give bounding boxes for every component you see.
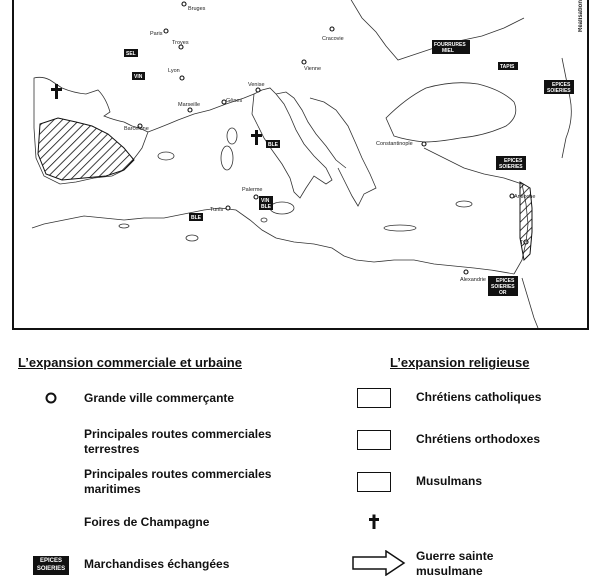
legend-land-routes-label: Principales routes commerciales terrestres <box>84 427 272 456</box>
map-credit: Réalisation <box>578 0 584 33</box>
hatched-area-iberia <box>38 118 134 180</box>
legend-muslim-label: Musulmans <box>416 474 483 488</box>
svg-text:BLE: BLE <box>268 142 278 148</box>
goods-tag-ble <box>266 140 280 148</box>
legend-sea-routes-label: Principales routes commerciales maritimes <box>84 467 272 496</box>
svg-text:FOURRURES: FOURRURES <box>434 42 466 48</box>
svg-text:OR: OR <box>499 290 507 296</box>
svg-text:EPICES: EPICES <box>552 82 571 88</box>
mediterranean-map <box>14 0 587 328</box>
legend-goods-tag: EPICES SOIERIES <box>33 556 69 575</box>
goods-tag-vin <box>132 72 145 80</box>
svg-text:SOIERIES: SOIERIES <box>547 88 571 94</box>
svg-text:SEL: SEL <box>126 51 136 57</box>
city-marker-icon <box>44 391 58 405</box>
cross-icon <box>51 84 62 99</box>
city-label: Lyon <box>168 68 180 74</box>
city-label: Paris <box>150 31 163 37</box>
swatch-orthodox <box>357 430 391 450</box>
city-label: Antioche <box>514 194 536 200</box>
goods-tag-ble-2 <box>189 213 203 221</box>
swatch-muslim <box>357 472 391 492</box>
city-label: Bruges <box>188 6 206 12</box>
city-labels <box>124 6 535 283</box>
goods-tag-sel <box>124 49 138 57</box>
city-label: Barcelone <box>124 126 149 132</box>
svg-text:EPICES: EPICES <box>496 278 515 284</box>
city-label: Venise <box>248 82 265 88</box>
swatch-catholic <box>357 388 391 408</box>
legend-holy-war-label: Guerre sainte musulmane <box>416 549 494 578</box>
svg-text:BLE: BLE <box>261 204 271 210</box>
city-label: Troyes <box>172 40 189 46</box>
city-label: Constantinople <box>376 141 413 147</box>
svg-text:VIN: VIN <box>261 198 270 204</box>
city-label: Gênes <box>226 98 243 104</box>
legend-city-label: Grande ville commerçante <box>84 391 235 405</box>
goods-tag-tapis <box>498 62 518 70</box>
city-label: Tyr <box>520 240 528 246</box>
svg-text:EPICES: EPICES <box>504 158 523 164</box>
legend-title-religion: L’expansion religieuse <box>390 355 530 370</box>
svg-text:SOIERIES: SOIERIES <box>491 284 515 290</box>
arrow-right-icon <box>352 550 406 576</box>
svg-text:MIEL: MIEL <box>442 48 454 54</box>
city-label: Tunis <box>210 207 224 213</box>
cross-icon <box>251 130 262 145</box>
city-label: Palerme <box>242 187 263 193</box>
goods-tag-epices-1 <box>544 80 574 94</box>
legend-catholic-label: Chrétiens catholiques <box>416 390 542 404</box>
city-label: Vienne <box>304 66 322 72</box>
map-frame <box>12 0 589 330</box>
goods-tag-epices-2 <box>496 156 526 170</box>
legend-fairs-label: Foires de Champagne <box>84 515 210 529</box>
svg-text:SOIERIES: SOIERIES <box>499 164 523 170</box>
svg-text:BLE: BLE <box>191 215 201 221</box>
goods-tag-epices-3 <box>488 276 518 296</box>
city-label: Marseille <box>178 102 201 108</box>
legend-orthodox-label: Chrétiens orthodoxes <box>416 432 541 446</box>
goods-tag-vin-ble <box>259 196 273 210</box>
svg-text:VIN: VIN <box>134 74 143 80</box>
goods-tag-fourrures <box>432 40 470 54</box>
legend-goods-label: Marchandises échangées <box>84 557 230 571</box>
svg-text:TAPIS: TAPIS <box>500 64 515 70</box>
legend-title-commerce: L’expansion commerciale et urbaine <box>18 355 242 370</box>
cross-icon <box>368 514 380 530</box>
city-label: Alexandrie <box>460 277 486 283</box>
city-label: Cracovie <box>322 36 344 42</box>
